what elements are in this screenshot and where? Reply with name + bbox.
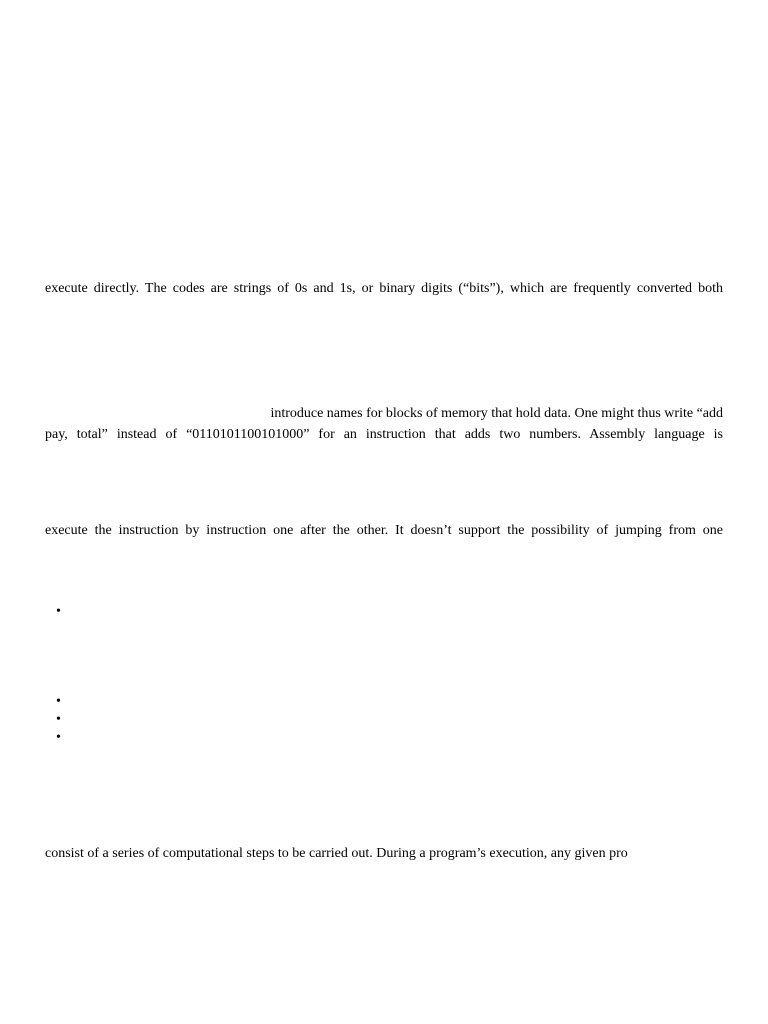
list-bullet: •: [56, 712, 61, 727]
text-line-2: introduce names for blocks of memory that hold data. One might thus write “add: [270, 406, 723, 421]
text-line-5: consist of a series of computational steps to be carried out. During a program’s execution, any given pro: [45, 846, 628, 861]
list-bullet: •: [56, 694, 61, 709]
text-line-3: pay, total” instead of “0110101100101000” for an instruction that adds two numbers. Assembly language is: [45, 427, 723, 442]
text-line-4: execute the instruction by instruction one after the other. It doesn’t support the possibility of jumping from one: [45, 523, 723, 538]
list-bullet: •: [56, 604, 61, 619]
list-bullet: •: [56, 730, 61, 745]
text-line-1: execute directly. The codes are strings of 0s and 1s, or binary digits (“bits”), which are frequently converted both: [45, 281, 723, 296]
